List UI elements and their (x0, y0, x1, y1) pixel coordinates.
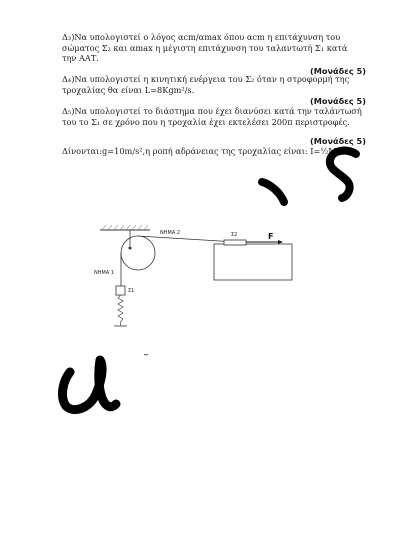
question-d5-text: Δ₅)Να υπολογιστεί το διάστημα που έχει διανύσει κατά την ταλάντωσή του το Σ₁ σε χρόνο που η τροχαλία έχει εκτελέσει 200π περιστροφές. (62, 106, 362, 127)
thread1-label: ΝΗΜΑ 1 (94, 270, 115, 276)
body1-label: Σ1 (128, 288, 135, 294)
watermark-dash (262, 182, 284, 202)
given-text: Δίνονται:g=10m/s²,η ροπή αδράνειας της τροχαλίας είναι: I=½MR² (62, 146, 347, 156)
marks-d3: (Μονάδες 5) (309, 66, 366, 76)
marks-d5: (Μονάδες 5) (309, 136, 366, 146)
body2-label: Σ2 (231, 232, 238, 238)
marks-d4: (Μονάδες 5) (309, 96, 366, 106)
force-label: F (268, 232, 274, 241)
question-d4-text: Δ₄)Να υπολογιστεί η κινητική ενέργεια του Σ₂ όταν η στροφορμή της τροχαλίας θα είναι L=8Kgm²/s. (62, 74, 350, 95)
watermark-sigma-glyph (330, 151, 356, 198)
question-d3-text: Δ₃)Να υπολογιστεί ο λόγος αcm/αmax όπου αcm η επιτάχυνση του σώματος Σ₂ και αmax η μέγιστη επιτάχυνση του ταλαντωτή Σ₁ κατά την ΑΑΤ. (62, 32, 348, 63)
thread2-label: ΝΗΜΑ 2 (160, 230, 181, 236)
watermark-alpha-glyph (63, 360, 116, 410)
